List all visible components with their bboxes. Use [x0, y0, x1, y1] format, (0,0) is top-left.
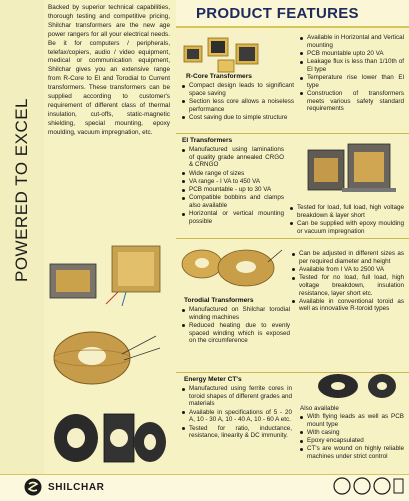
toroidal-title: Torodial Transformers [184, 297, 254, 304]
list-item: VA range - I VA to 450 VA [182, 178, 284, 186]
list-item: PCB mountable upto 20 VA [300, 50, 404, 58]
ei-features-left [182, 146, 284, 226]
list-item: Epoxy encapsulated [300, 437, 404, 445]
list-item: CT's are wound on highly reliable machines under strict control [300, 445, 404, 460]
ei-features-right [290, 204, 404, 236]
page-title: PRODUCT FEATURES [196, 5, 359, 22]
list-item: Available in Horizontal and Vertical mounting [300, 34, 404, 49]
energy-title: Energy Meter CT's [184, 376, 242, 383]
toroidal-features-left [182, 306, 290, 346]
brand-name: SHILCHAR [48, 482, 105, 493]
intro-paragraph: Backed by superior technical capabilities, thorough testing and competitive pricing, Shilchar transformers are the new age power rangers for all your electrical needs. Be it for computers / peripherals, telefax/copiers, audio / video equipment, medical or communication equipment, Shilchar gives you an extensive range from R-Core to El and Torodial to Current transformers. These transformers can be supplied according to customer's requirement of different class of thermal insulation, cut-offs, static-magnetic shielding, special mounting, epoxy moulding, vacuum impregnation, etc. [48, 4, 170, 136]
side-banner [0, 0, 44, 500]
energy-features-right [300, 413, 404, 461]
list-item: Tested for load, full load, high voltage breakdown & layer short [290, 204, 404, 219]
list-item: Can be adjusted in different sizes as per required diameter and height [292, 250, 404, 265]
list-item: Manufactured using laminations of quality grade annealed CRGO & CRNGO [182, 146, 284, 169]
list-item: Tested for ratio, inductance, resistance, linearity & DC immunity. [182, 425, 292, 440]
toroidal-transformer-left-photo [48, 318, 172, 398]
list-item: Manufactured using ferrite cores in toroid shapes of different grades and materials [182, 385, 292, 408]
list-item: Cost saving due to simple structure [182, 114, 294, 122]
rcore-transformers-photo [178, 32, 268, 76]
rcore-features-right [300, 34, 404, 114]
toroidal-features-right [292, 250, 404, 314]
list-item: PCB mountable - up to 30 VA [182, 186, 284, 194]
section-divider [176, 133, 409, 134]
ct-left-photo [48, 404, 170, 470]
list-item: Leakage flux is less than 1/10th of El type [300, 58, 404, 73]
list-item: Section less core allows a noiseless performance [182, 98, 294, 113]
list-item: Available from I VA to 2500 VA [292, 266, 404, 274]
list-item: With casing [300, 429, 404, 437]
list-item: With flying leads as well as PCB mount type [300, 413, 404, 428]
toroidal-transformers-photo [176, 242, 286, 294]
header-bar [176, 0, 409, 28]
rcore-features-left [182, 82, 294, 122]
energy-also-available: Also available [300, 405, 339, 412]
ei-transformer-photo [288, 140, 404, 202]
certification-marks-icon [332, 476, 404, 496]
ei-transformers-left-photo [46, 238, 174, 308]
energy-features-left [182, 385, 292, 440]
list-item: Available in specifications of 5 - 20 A, 10 - 30 A, 10 - 40 A, 10 - 60 A etc. [182, 409, 292, 424]
list-item: Compatible bobbins and clamps also available [182, 194, 284, 209]
list-item: Tested for no load, full load, high voltage breakdown, insulation resistance, layer short etc. [292, 274, 404, 297]
list-item: Temperature rise lower than El type [300, 74, 404, 89]
energy-meter-ct-photo [292, 372, 406, 400]
list-item: Construction of transformers meets various safety standard requirements [300, 90, 404, 113]
rcore-title: R-Core Transformers [186, 73, 252, 80]
shilchar-logo-icon [24, 478, 42, 496]
side-banner-text: POWERED TO EXCEL [12, 97, 31, 283]
list-item: Wide range of sizes [182, 170, 284, 178]
ei-title: El Transformers [182, 137, 233, 144]
list-item: Compact design leads to significant space saving [182, 82, 294, 97]
list-item: Manufactured on Shilchar torodial winding machines [182, 306, 290, 321]
section-divider [176, 238, 409, 239]
list-item: Reduced heating due to evenly spaced winding which is exposed on the circumference [182, 322, 290, 345]
list-item: Available in conventional toroid as well as innovative R-toroid types [292, 298, 404, 313]
list-item: Can be supplied with epoxy moulding or vacuum impregnation [290, 220, 404, 235]
list-item: Horizontal or vertical mounting possible [182, 210, 284, 225]
